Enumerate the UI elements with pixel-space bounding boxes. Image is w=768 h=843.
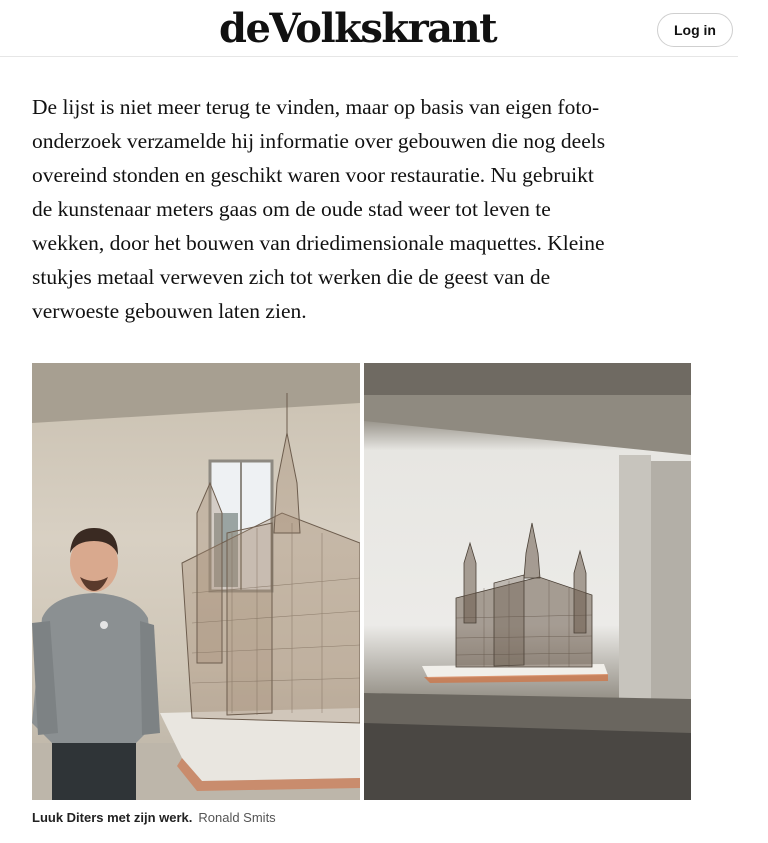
photo-credit: Ronald Smits	[198, 810, 276, 825]
paragraph-line: wekken, door het bouwen van driedimensionale maquettes. Kleine	[32, 231, 605, 255]
photo-artist-illustration	[32, 363, 360, 800]
photo-artist-with-model[interactable]	[32, 363, 360, 800]
article-paragraph	[32, 90, 704, 328]
login-button[interactable]: Log in	[657, 13, 733, 47]
figure-caption	[32, 809, 276, 827]
site-header	[0, 0, 738, 57]
paragraph-line: verwoeste gebouwen laten zien.	[32, 299, 307, 323]
photo-church-model[interactable]	[364, 363, 691, 800]
photo-church-illustration	[364, 363, 691, 800]
article-figure	[32, 363, 691, 800]
paragraph-line: de kunstenaar meters gaas om de oude stad weer tot leven te	[32, 197, 551, 221]
paragraph-line: onderzoek verzamelde hij informatie over gebouwen die nog deels	[32, 129, 606, 153]
paragraph-line: De lijst is niet meer terug te vinden, maar op basis van eigen foto-	[32, 95, 600, 119]
caption-text: Luuk Diters met zijn werk.	[32, 810, 193, 825]
paragraph-line: overeind stonden en geschikt waren voor restauratie. Nu gebruikt	[32, 163, 594, 187]
paragraph-line: stukjes metaal verweven zich tot werken die de geest van de	[32, 265, 551, 289]
volkskrant-logo[interactable]: deVolkskrant	[219, 5, 497, 52]
